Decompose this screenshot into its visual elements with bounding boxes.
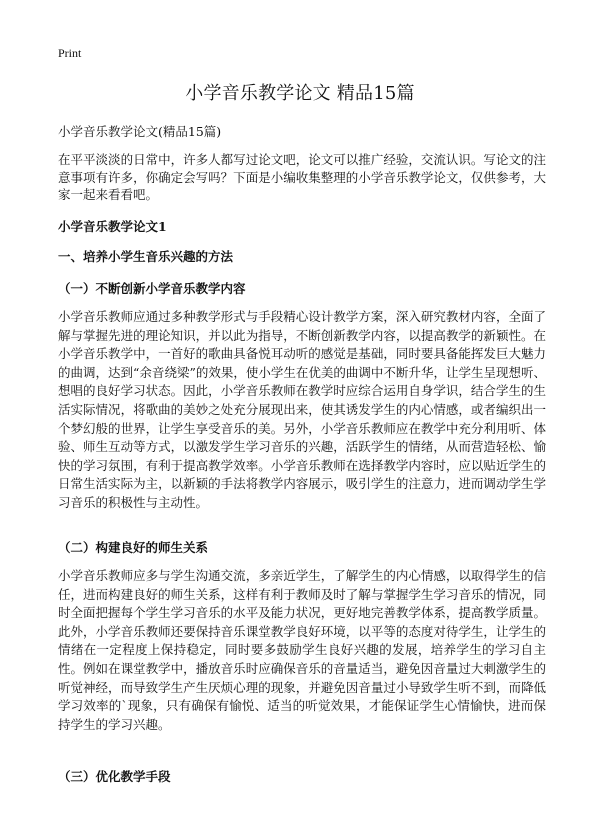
subsection-heading-3: （三）优化教学手段 <box>58 769 171 784</box>
section-heading: 一、培养小学生音乐兴趣的方法 <box>58 249 234 264</box>
print-label: Print <box>58 46 82 60</box>
subsection-heading-2: （二）构建良好的师生关系 <box>58 540 209 555</box>
subsection-body-1: 小学音乐教师应通过多种教学形式与手段精心设计教学方案，深入研究教材内容，全面了解与掌握先进的理论知识，并以此为指导，不断创新教学内容，以提高教学的新颖性。在小学音乐教学中，一首好的歌曲具备悦耳动听的感觉是基础，同时要具备能挥发巨大魅力的曲调，达到“余音绕梁”的效果，使小学生在优美的曲调中不断升华，让学生呈现想听、想唱的良好学习状态。因此，小学音乐教师在教学时应综合运用自身学识，结合学生的生活实际情况，将歌曲的美妙之处充分展现出来，使其诱发学生的内心情感，或者编织出一个梦幻般的世界，让学生享受音乐的美。另外，小学音乐教师应在教学中充分利用听、体验、师生互动等方式，以激发学生学习音乐的兴趣，活跃学生的情绪，从而营造轻松、愉快的学习氛围，有利于提高教学效率。小学音乐教师在选择教学内容时，应以贴近学生的日常生活实际为主，以新颖的手法将教学内容展示，吸引学生的注意力，进而调动学生学习音乐的积极性与主动性。 <box>58 309 546 510</box>
article-heading: 小学音乐教学论文1 <box>58 219 167 234</box>
subsection-body-2: 小学音乐教师应多与学生沟通交流，多亲近学生，了解学生的内心情感，以取得学生的信任，进而构建良好的师生关系，这样有利于教师及时了解与掌握学生学习音乐的情况，同时全面把握每个学生学习音乐的水平及能力状况，更好地完善教学体系，提高教学质量。此外，小学音乐教师还要保持音乐课堂教学良好环境，以平等的态度对待学生，让学生的情绪在一定程度上保持稳定，同时要多鼓励学生良好兴趣的发展，培养学生的学习自主性。例如在课堂教学中，播放音乐时应确保音乐的音量适当，避免因音量过大刺激学生的听觉神经，而导致学生产生厌烦心理的现象，并避免因音量过小导致学生听不到，而降低学习效率的`现象，只有确保有愉悦、适当的听觉效果，才能保证学生心情愉快，进而保持学生的学习兴趣。 <box>58 568 546 732</box>
document-subtitle: 小学音乐教学论文(精品15篇) <box>58 124 222 139</box>
intro-paragraph: 在平平淡淡的日常中，许多人都写过论文吧，论文可以推广经验，交流认识。写论文的注意事项有许多，你确定会写吗？下面是小编收集整理的小学音乐教学论文，仅供参考，大家一起来看看吧。 <box>58 152 546 203</box>
subsection-heading-1: （一）不断创新小学音乐教学内容 <box>58 281 246 296</box>
document-title: 小学音乐教学论文 精品15篇 <box>185 83 415 104</box>
